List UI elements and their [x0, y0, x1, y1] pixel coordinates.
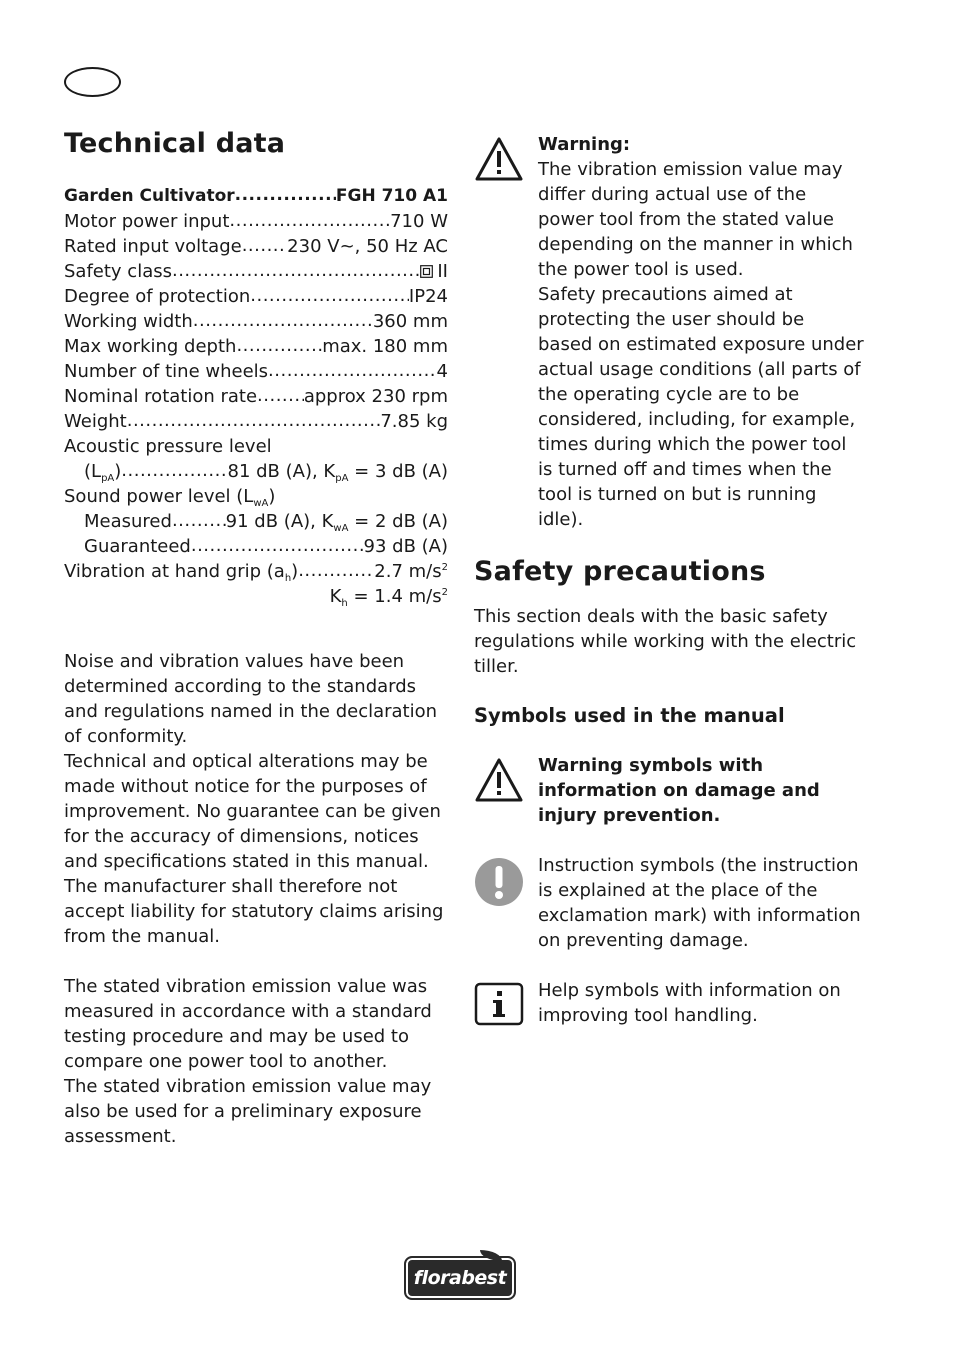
- safety-intro: This section deals with the basic safety regulations while working with the electric tiller.: [474, 606, 857, 677]
- symbol-text: Help symbols with information on improving tool handling.: [538, 980, 841, 1026]
- right-column: [474, 132, 864, 1030]
- spec-row: Nominal rotation rate ..... approx 230 rpm: [64, 384, 448, 409]
- spec-header-row: [64, 184, 448, 209]
- spec-row: Weight ..... 7.85 kg: [64, 409, 448, 434]
- sound-measured-row: Measured ..... 91 dB (A), $K_{wA} = 2$ dB (A): [64, 509, 448, 534]
- symbol-item: [474, 753, 864, 828]
- warning-title: Warning:: [538, 134, 631, 155]
- warning-triangle-icon: [474, 136, 524, 182]
- instruction-exclamation-icon: [474, 857, 524, 907]
- spec-header-value: FGH 710 A1: [335, 186, 448, 206]
- warning-text-1: The vibration emission value may differ during actual use of the power tool from the stated value depending on the manner in which the power tool is used.: [538, 159, 853, 280]
- left-column: [64, 126, 448, 1149]
- symbol-item: [474, 853, 864, 953]
- warning-triangle-icon: [474, 757, 524, 803]
- spec-row: Rated input voltage ..... 230 V~, 50 Hz AC: [64, 234, 448, 259]
- symbols-heading: Symbols used in the manual: [474, 704, 785, 727]
- technical-data-heading: Technical data: [64, 128, 286, 159]
- spec-row: Max working depth ..... max. 180 mm: [64, 334, 448, 359]
- spec-row: Degree of protection ..... IP24: [64, 284, 448, 309]
- symbol-text: Instruction symbols (the instruction is explained at the place of the exclamation mark) with information on preventing damage.: [538, 855, 861, 951]
- vibration-row: Vibration at hand grip $(a_h)$ ..... 2.7 $m/s^2$: [64, 559, 448, 584]
- protection-class-ii-icon: [420, 265, 433, 278]
- vibration-emission-paragraph: The stated vibration emission value was measured in accordance with a standard testing procedure and may be used to compare one power tool to another.: [64, 976, 432, 1072]
- spec-row: Number of tine wheels ..... 4: [64, 359, 448, 384]
- vibration-k-row: $K_h = 1.4$ $m/s^2$: [329, 586, 448, 609]
- spec-row: Safety class ..... II: [64, 259, 448, 284]
- spec-header-label: Garden Cultivator: [64, 186, 235, 206]
- safety-precautions-heading: Safety precautions: [474, 556, 766, 587]
- warning-text-2: Safety precautions aimed at protecting the user should be based on estimated exposure under actual usage conditions (all parts of the operating cycle are to be considered, including, for example, times during which the power tool is turned off and times when the tool is turned on but is running idle).: [538, 284, 864, 530]
- acoustic-pressure-value-row: $(L_{pA})$ ..... 81 dB (A), $K_{pA} = 3$ dB (A): [64, 459, 448, 484]
- noise-paragraph: Noise and vibration values have been determined according to the standards and regulations named in the declaration of conformity.: [64, 651, 438, 747]
- brand-logo: florabest: [404, 1256, 516, 1300]
- language-badge: [64, 67, 121, 97]
- symbol-item: [474, 978, 864, 1030]
- vibration-warning-block: [474, 132, 864, 532]
- spec-table: [64, 184, 448, 609]
- spec-row: Motor power input ..... 710 W: [64, 209, 448, 234]
- info-icon: [474, 982, 524, 1026]
- spec-row: Working width ..... 360 mm: [64, 309, 448, 334]
- symbol-text: Warning symbols with information on damage and injury prevention.: [538, 755, 820, 826]
- sound-guaranteed-row: Guaranteed ..... 93 dB (A): [64, 534, 448, 559]
- acoustic-pressure-label-row: Acoustic pressure level: [64, 436, 272, 457]
- sound-power-label-row: Sound power level $(L_{wA})$: [64, 486, 276, 509]
- alterations-paragraph: Technical and optical alterations may be made without notice for the purposes of improvement. No guarantee can be given for the accuracy of dimensions, notices and specifications stated in this manual. The manufacturer shall therefore not accept liability for statutory claims arising from the manual.: [64, 751, 444, 947]
- exposure-paragraph: The stated vibration emission value may also be used for a preliminary exposure assessment.: [64, 1076, 432, 1147]
